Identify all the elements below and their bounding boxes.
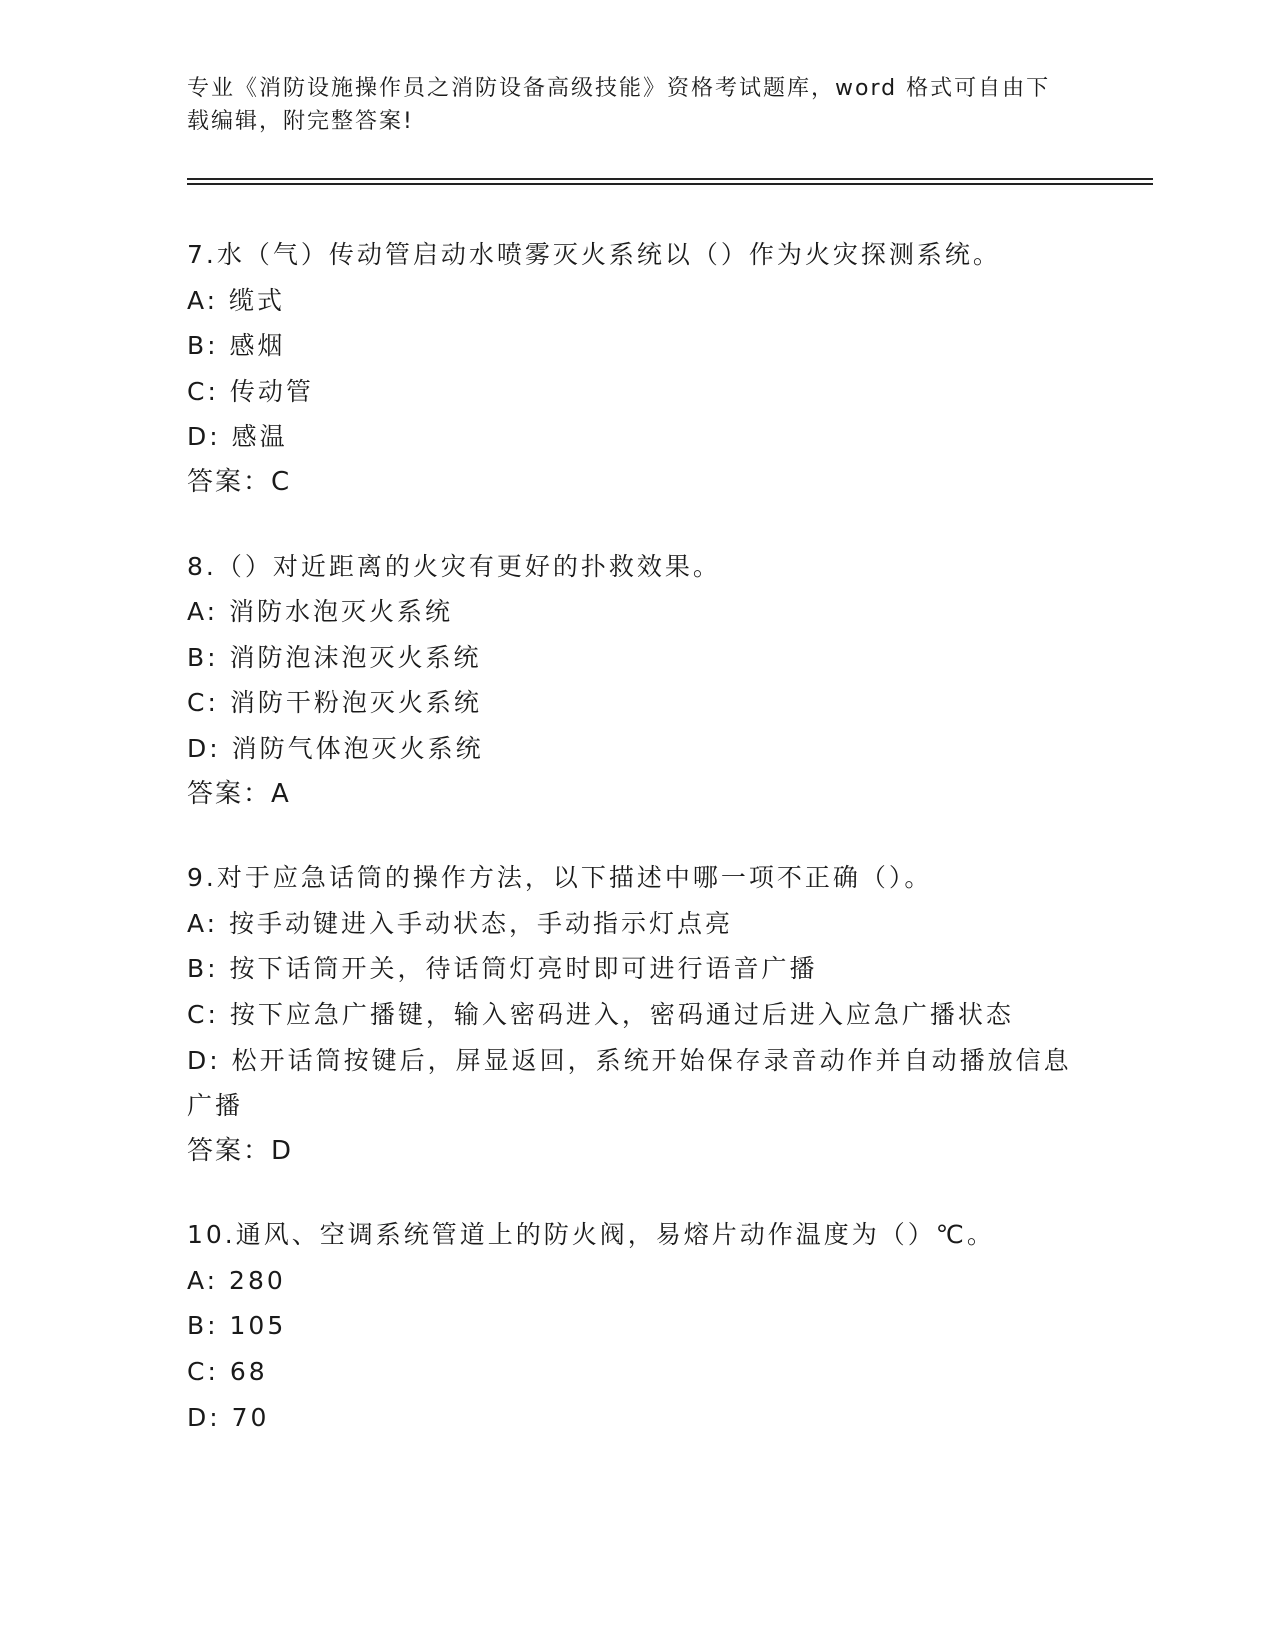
option-b: B: 感烟 bbox=[187, 331, 286, 361]
question-9 bbox=[187, 855, 1087, 1174]
answer-text: 答案：A bbox=[187, 778, 291, 809]
question-stem: 7.水（气）传动管启动水喷雾灭火系统以（）作为火灾探测系统。 bbox=[187, 240, 1001, 269]
option-c: C: 68 bbox=[187, 1357, 268, 1387]
question-stem: 9.对于应急话筒的操作方法，以下描述中哪一项不正确（）。 bbox=[187, 863, 933, 893]
option-c: C: 消防干粉泡灭火系统 bbox=[187, 688, 482, 718]
option-d: D: 感温 bbox=[187, 422, 288, 452]
option-c: C: 按下应急广播键，输入密码进入，密码通过后进入应急广播状态 bbox=[187, 999, 1014, 1029]
header-divider-top bbox=[187, 178, 1153, 180]
document-header: 专业《消防设施操作员之消防设备高级技能》资格考试题库，word 格式可自由下载编辑，附完整答案! bbox=[187, 76, 1051, 134]
option-b: B: 消防泡沫泡灭火系统 bbox=[187, 642, 482, 672]
option-a: A: 按手动键进入手动状态，手动指示灯点亮 bbox=[187, 908, 734, 938]
option-d: D: 70 bbox=[187, 1402, 270, 1432]
option-d: D: 消防气体泡灭火系统 bbox=[187, 733, 484, 763]
option-a: A: 280 bbox=[187, 1265, 286, 1295]
option-c: C: 传动管 bbox=[187, 376, 314, 406]
question-stem: 8.（）对近距离的火灾有更好的扑救效果。 bbox=[187, 551, 721, 581]
option-d: D: 松开话筒按键后，屏显返回，系统开始保存录音动作并自动播放信息广播 bbox=[187, 1045, 1072, 1121]
option-b: B: 按下话筒开关，待话筒灯亮时即可进行语音广播 bbox=[187, 954, 818, 984]
question-10 bbox=[187, 1212, 1087, 1440]
question-7 bbox=[187, 232, 1087, 506]
option-a: A: 缆式 bbox=[187, 285, 286, 315]
header-divider-bottom bbox=[187, 183, 1153, 185]
answer-text: 答案：C bbox=[187, 466, 292, 497]
question-list bbox=[187, 232, 1087, 1478]
answer-text: 答案：D bbox=[187, 1135, 294, 1166]
option-a: A: 消防水泡灭火系统 bbox=[187, 597, 454, 627]
option-b: B: 105 bbox=[187, 1311, 287, 1341]
question-stem: 10.通风、空调系统管道上的防火阀，易熔片动作温度为（）℃。 bbox=[187, 1220, 995, 1250]
question-8 bbox=[187, 544, 1087, 818]
